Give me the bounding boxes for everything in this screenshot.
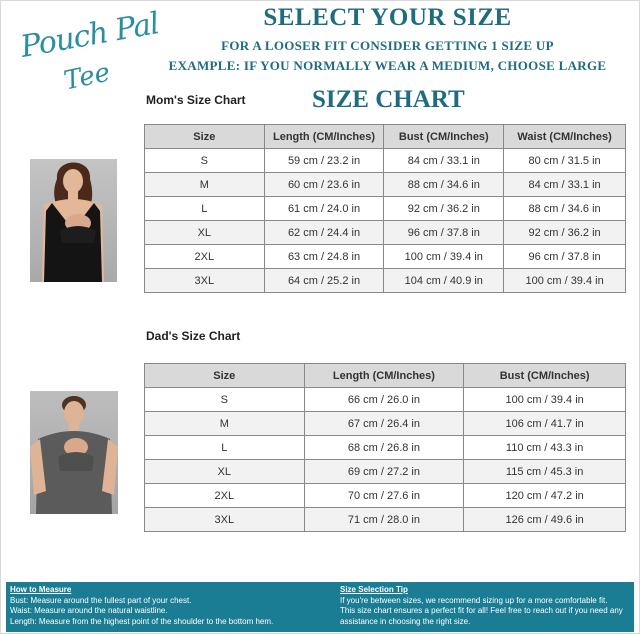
table-cell: 92 cm / 36.2 in [504, 221, 626, 245]
table-cell: 126 cm / 49.6 in [464, 508, 626, 532]
size-tip-line: This size chart ensures a perfect fit for all! Feel free to reach out if you need any [340, 606, 623, 615]
how-to-measure-section [10, 585, 330, 627]
dad-photo-illustration [30, 391, 118, 514]
table-cell: 84 cm / 33.1 in [384, 149, 504, 173]
table-cell: 64 cm / 25.2 in [264, 269, 384, 293]
table-cell: 70 cm / 27.6 in [304, 484, 464, 508]
table-row [145, 508, 626, 532]
table-cell: 71 cm / 28.0 in [304, 508, 464, 532]
table-cell: XL [145, 460, 305, 484]
table-row [145, 484, 626, 508]
table-cell: S [145, 388, 305, 412]
table-cell: M [145, 412, 305, 436]
table-cell: 110 cm / 43.3 in [464, 436, 626, 460]
measure-length-line: Length: Measure from the highest point of the shoulder to the bottom hem. [10, 616, 274, 626]
column-header: Size [145, 125, 265, 149]
measure-bust-line: Bust: Measure around the fullest part of your chest. [10, 595, 192, 605]
column-header: Bust (CM/Inches) [464, 364, 626, 388]
table-cell: 100 cm / 39.4 in [464, 388, 626, 412]
page-title: SELECT YOUR SIZE [263, 4, 512, 31]
size-chart-heading: SIZE CHART [312, 86, 465, 113]
table-cell: 88 cm / 34.6 in [504, 197, 626, 221]
table-cell: 84 cm / 33.1 in [504, 173, 626, 197]
table-cell: 67 cm / 26.4 in [304, 412, 464, 436]
table-cell: 100 cm / 39.4 in [384, 245, 504, 269]
mom-chart-title: Mom's Size Chart [146, 93, 246, 107]
table-cell: S [145, 149, 265, 173]
dad-size-table [144, 363, 626, 532]
subtitle-fit-advice: FOR A LOOSER FIT CONSIDER GETTING 1 SIZE UP [221, 38, 554, 53]
size-tip-line: assistance in choosing the right size. [340, 616, 471, 626]
dad-product-photo [30, 391, 118, 514]
size-tip-title: Size Selection Tip [340, 585, 408, 594]
footer-info-bar [6, 582, 634, 632]
table-cell: 100 cm / 39.4 in [504, 269, 626, 293]
table-cell: 115 cm / 45.3 in [464, 460, 626, 484]
table-row [145, 269, 626, 293]
table-cell: 69 cm / 27.2 in [304, 460, 464, 484]
table-cell: 60 cm / 23.6 in [264, 173, 384, 197]
size-tip-line: If you're between sizes, we recommend sizing up for a more comfortable fit. [340, 595, 608, 605]
table-cell: 2XL [145, 484, 305, 508]
table-cell: 61 cm / 24.0 in [264, 197, 384, 221]
table-cell: 80 cm / 31.5 in [504, 149, 626, 173]
table-cell: 59 cm / 23.2 in [264, 149, 384, 173]
mom-product-photo [30, 159, 117, 282]
measure-waist-line: Waist: Measure around the natural waistline. [10, 606, 168, 615]
column-header: Bust (CM/Inches) [384, 125, 504, 149]
table-cell: 120 cm / 47.2 in [464, 484, 626, 508]
table-cell: M [145, 173, 265, 197]
table-cell: 88 cm / 34.6 in [384, 173, 504, 197]
table-row [145, 412, 626, 436]
table-row [145, 149, 626, 173]
table-cell: L [145, 197, 265, 221]
column-header: Length (CM/Inches) [264, 125, 384, 149]
column-header: Size [145, 364, 305, 388]
table-cell: 3XL [145, 508, 305, 532]
mom-size-table [144, 124, 626, 293]
logo-text-line1: Pouch Pal [18, 6, 162, 65]
table-cell: XL [145, 221, 265, 245]
table-cell: 96 cm / 37.8 in [384, 221, 504, 245]
column-header: Waist (CM/Inches) [504, 125, 626, 149]
table-cell: 63 cm / 24.8 in [264, 245, 384, 269]
mom-photo-illustration [30, 159, 117, 282]
table-row [145, 460, 626, 484]
table-cell: 3XL [145, 269, 265, 293]
table-cell: 66 cm / 26.0 in [304, 388, 464, 412]
table-row [145, 221, 626, 245]
table-cell: L [145, 436, 305, 460]
table-row [145, 197, 626, 221]
table-cell: 68 cm / 26.8 in [304, 436, 464, 460]
table-cell: 104 cm / 40.9 in [384, 269, 504, 293]
table-row [145, 436, 626, 460]
how-to-measure-title: How to Measure [10, 585, 72, 594]
dad-chart-title: Dad's Size Chart [146, 329, 241, 343]
table-header-row [145, 125, 626, 149]
table-cell: 96 cm / 37.8 in [504, 245, 626, 269]
column-header: Length (CM/Inches) [304, 364, 464, 388]
table-row [145, 173, 626, 197]
table-header-row [145, 364, 626, 388]
subtitle-example: EXAMPLE: IF YOU NORMALLY WEAR A MEDIUM, CHOOSE LARGE [168, 58, 607, 73]
table-cell: 92 cm / 36.2 in [384, 197, 504, 221]
table-row [145, 245, 626, 269]
table-row [145, 388, 626, 412]
logo-text-line2: Tee [61, 57, 113, 97]
table-cell: 62 cm / 24.4 in [264, 221, 384, 245]
table-cell: 2XL [145, 245, 265, 269]
size-tip-section [340, 585, 636, 627]
table-cell: 106 cm / 41.7 in [464, 412, 626, 436]
